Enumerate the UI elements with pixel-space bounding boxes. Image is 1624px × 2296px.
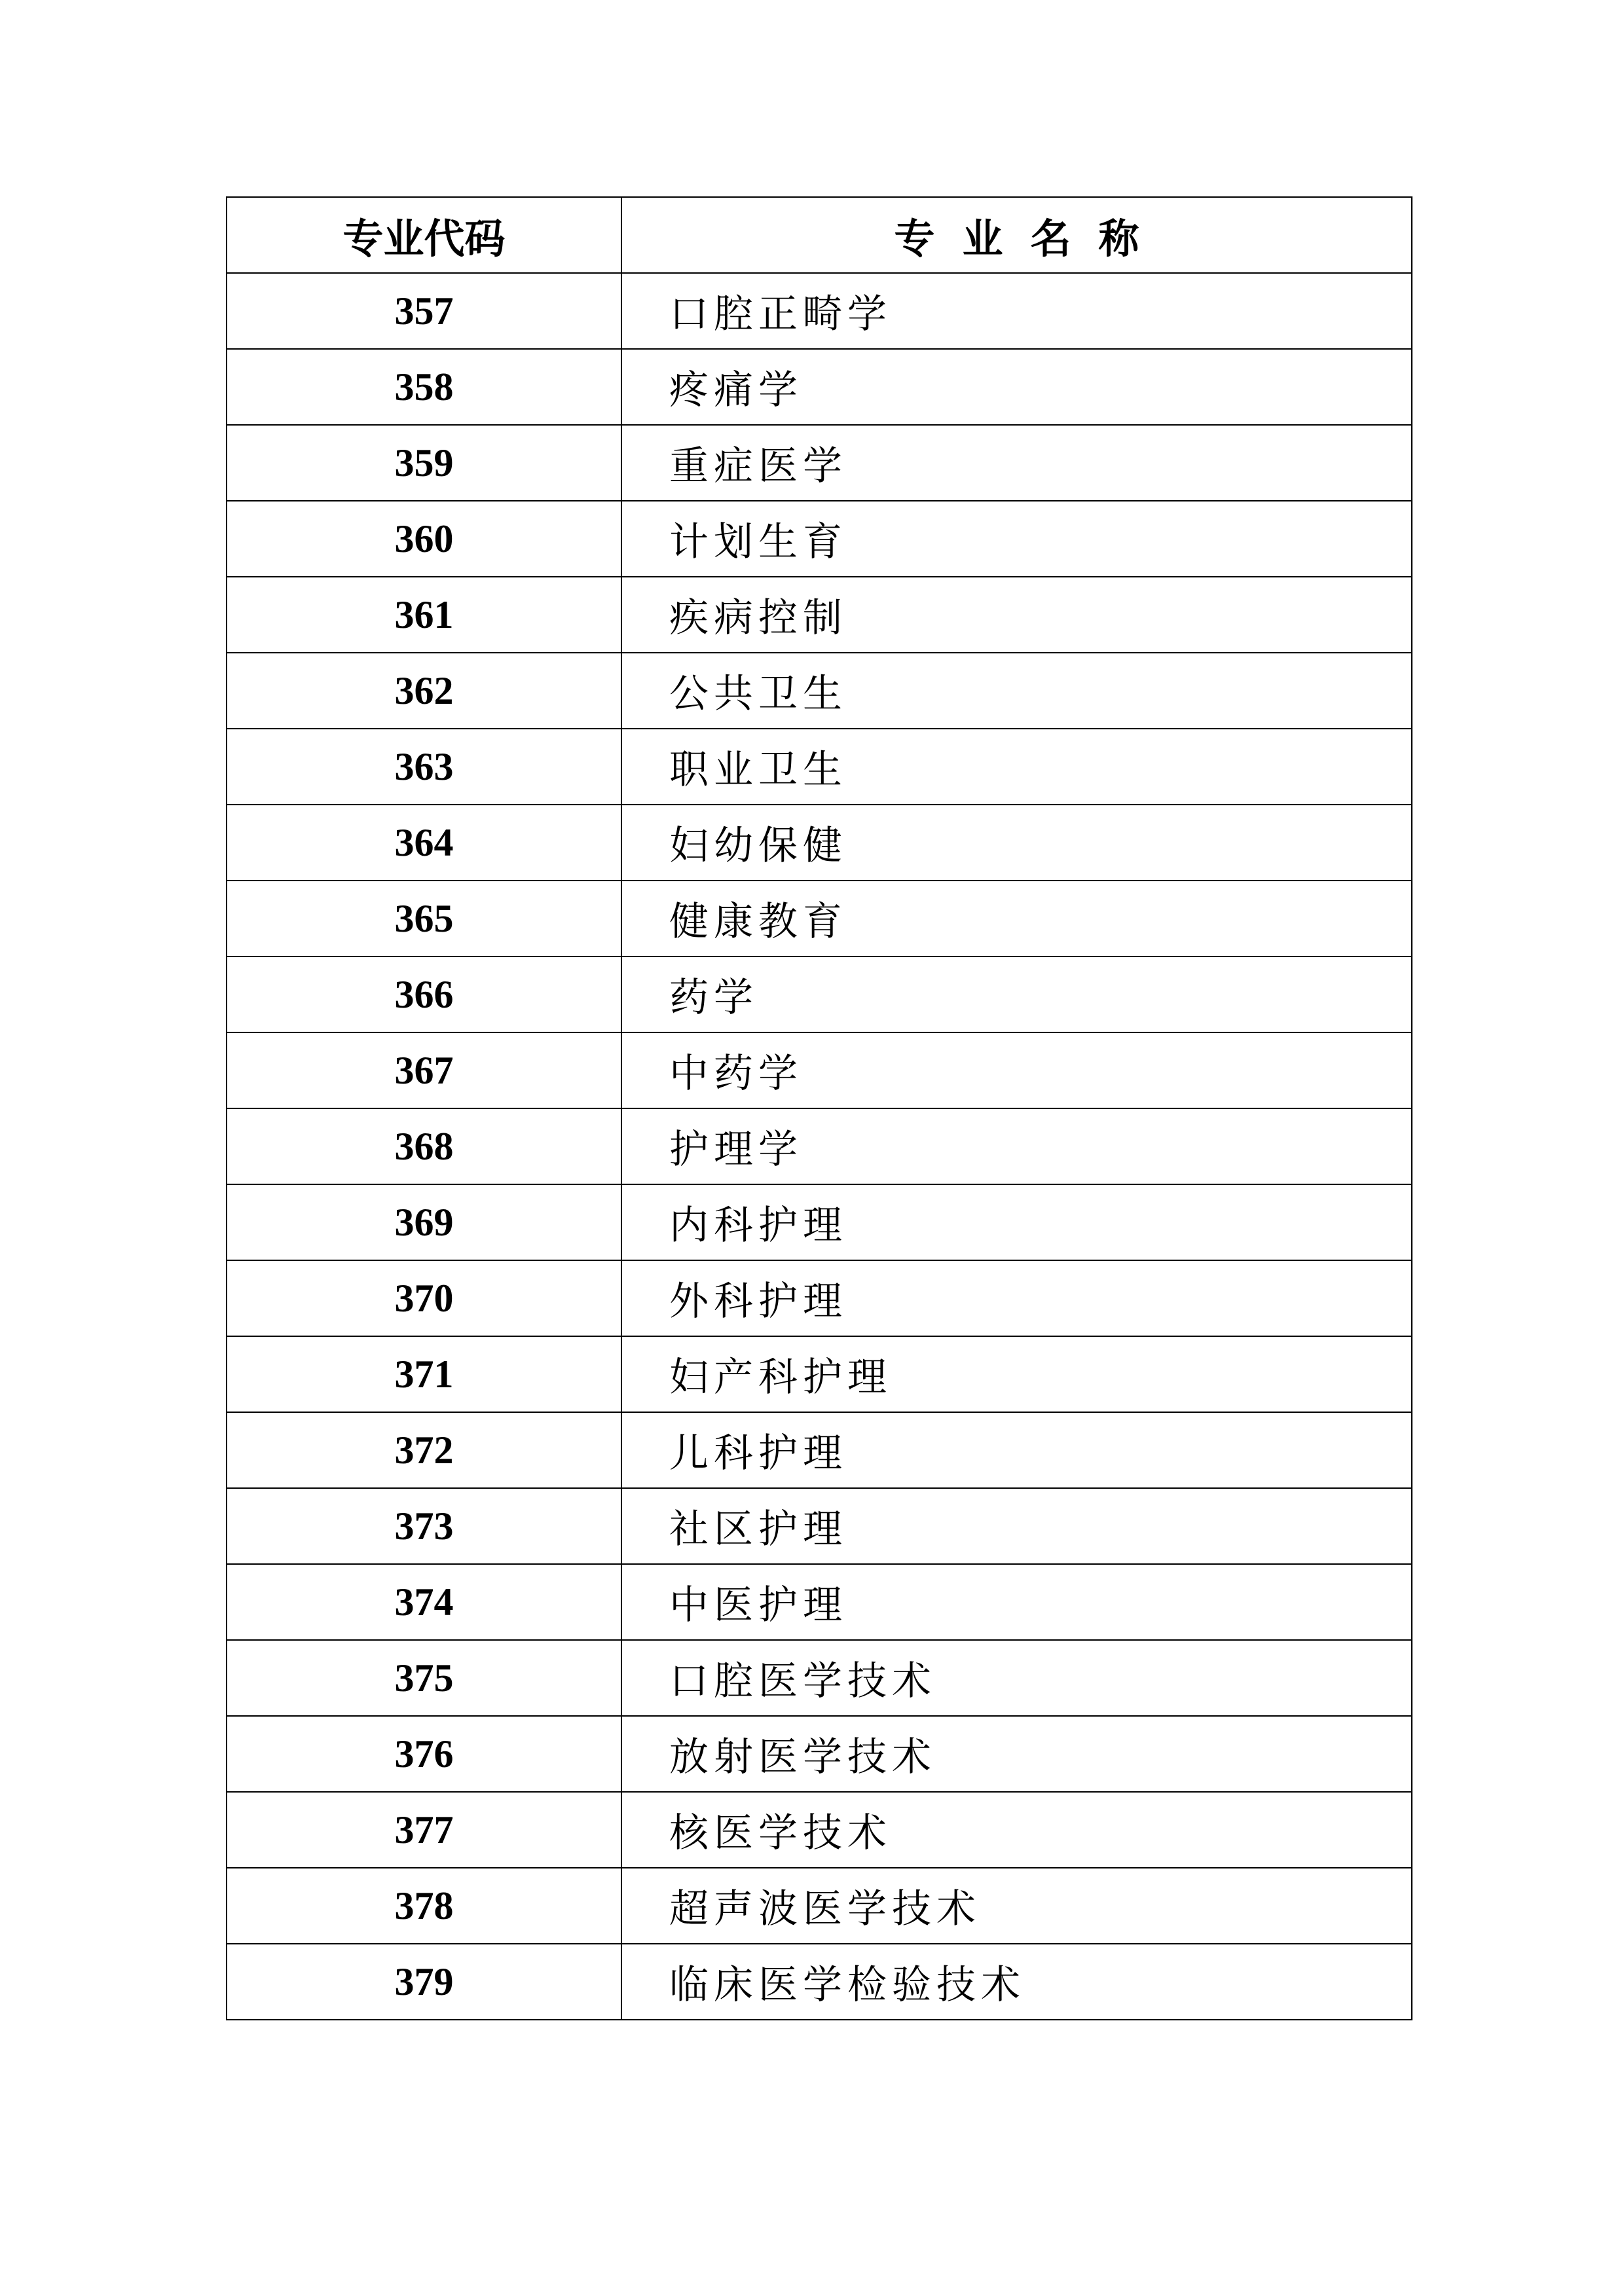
- table-row: [227, 349, 1412, 425]
- major-code-cell: 373: [227, 1488, 621, 1564]
- major-name-cell: 重症医学: [621, 425, 1412, 501]
- major-code-cell: 357: [227, 273, 621, 349]
- major-code-cell: 363: [227, 729, 621, 805]
- major-name-cell: 口腔正畸学: [621, 273, 1412, 349]
- major-name-cell: 职业卫生: [621, 729, 1412, 805]
- major-code-cell: 375: [227, 1640, 621, 1716]
- table-row: [227, 957, 1412, 1032]
- table-row: [227, 501, 1412, 577]
- table-header-row: [227, 197, 1412, 273]
- major-code-cell: 369: [227, 1184, 621, 1260]
- major-code-cell: 358: [227, 349, 621, 425]
- table-row: [227, 1488, 1412, 1564]
- major-name-cell: 妇幼保健: [621, 805, 1412, 881]
- table-row: [227, 805, 1412, 881]
- major-name-cell: 疼痛学: [621, 349, 1412, 425]
- major-name-cell: 疾病控制: [621, 577, 1412, 653]
- major-name-cell: 口腔医学技术: [621, 1640, 1412, 1716]
- major-code-cell: 362: [227, 653, 621, 729]
- table-row: [227, 1260, 1412, 1336]
- table-body: [227, 273, 1412, 2020]
- major-name-cell: 内科护理: [621, 1184, 1412, 1260]
- table-row: [227, 577, 1412, 653]
- major-name-cell: 社区护理: [621, 1488, 1412, 1564]
- major-code-cell: 377: [227, 1792, 621, 1868]
- major-name-cell: 儿科护理: [621, 1412, 1412, 1488]
- major-name-cell: 核医学技术: [621, 1792, 1412, 1868]
- table-row: [227, 1868, 1412, 1944]
- major-code-cell: 371: [227, 1336, 621, 1412]
- major-name-cell: 中医护理: [621, 1564, 1412, 1640]
- major-name-cell: 放射医学技术: [621, 1716, 1412, 1792]
- major-code-table: [226, 196, 1412, 2020]
- major-name-cell: 中药学: [621, 1032, 1412, 1108]
- major-code-cell: 359: [227, 425, 621, 501]
- table-row: [227, 1184, 1412, 1260]
- table-row: [227, 1792, 1412, 1868]
- header-major-code: 专业代码: [227, 197, 621, 273]
- table-row: [227, 881, 1412, 957]
- table-row: [227, 1412, 1412, 1488]
- header-major-name: 专业名称: [621, 197, 1412, 273]
- major-code-cell: 370: [227, 1260, 621, 1336]
- major-name-cell: 护理学: [621, 1108, 1412, 1184]
- table-row: [227, 1716, 1412, 1792]
- table-row: [227, 273, 1412, 349]
- table-row: [227, 1564, 1412, 1640]
- major-code-cell: 378: [227, 1868, 621, 1944]
- major-name-cell: 药学: [621, 957, 1412, 1032]
- major-code-cell: 364: [227, 805, 621, 881]
- table-row: [227, 1108, 1412, 1184]
- major-name-cell: 计划生育: [621, 501, 1412, 577]
- major-code-cell: 376: [227, 1716, 621, 1792]
- major-code-cell: 368: [227, 1108, 621, 1184]
- major-name-cell: 健康教育: [621, 881, 1412, 957]
- major-code-cell: 374: [227, 1564, 621, 1640]
- major-code-cell: 366: [227, 957, 621, 1032]
- table-row: [227, 653, 1412, 729]
- major-code-cell: 360: [227, 501, 621, 577]
- major-name-cell: 超声波医学技术: [621, 1868, 1412, 1944]
- table-row: [227, 1336, 1412, 1412]
- major-code-cell: 379: [227, 1944, 621, 2020]
- major-code-cell: 372: [227, 1412, 621, 1488]
- major-name-cell: 妇产科护理: [621, 1336, 1412, 1412]
- major-code-cell: 367: [227, 1032, 621, 1108]
- major-name-cell: 公共卫生: [621, 653, 1412, 729]
- major-name-cell: 外科护理: [621, 1260, 1412, 1336]
- table-row: [227, 1944, 1412, 2020]
- major-name-cell: 临床医学检验技术: [621, 1944, 1412, 2020]
- table-row: [227, 425, 1412, 501]
- table-row: [227, 729, 1412, 805]
- major-code-cell: 361: [227, 577, 621, 653]
- table-row: [227, 1032, 1412, 1108]
- table-row: [227, 1640, 1412, 1716]
- major-code-cell: 365: [227, 881, 621, 957]
